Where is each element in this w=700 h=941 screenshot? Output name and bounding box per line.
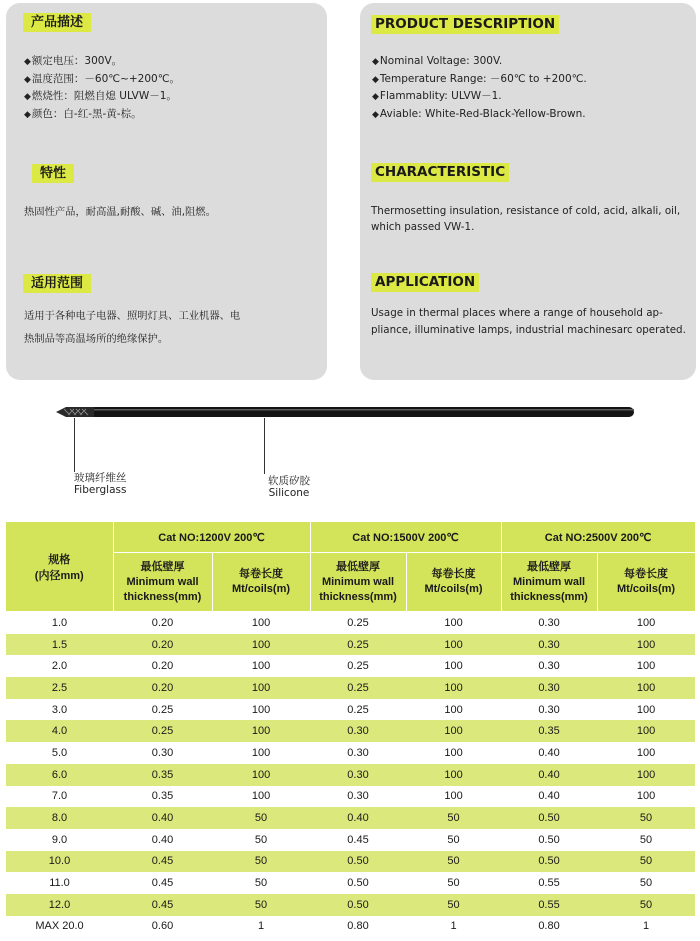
wall-thickness-header-2500v: 最低壁厚 Minimum wall thickness(mm)	[501, 553, 597, 612]
wall-1500v-cell: 0.30	[310, 764, 406, 786]
wall-1200v-cell: 0.30	[113, 742, 212, 764]
product-specs-list-en	[372, 53, 587, 123]
size-cell: MAX 20.0	[6, 916, 113, 938]
size-column-header	[6, 522, 113, 612]
coil-length-header-2500v: 每卷长度 Mt/coils(m)	[597, 553, 695, 612]
wall-1500v-cell: 0.30	[310, 742, 406, 764]
wall-2500v-cell: 0.80	[501, 916, 597, 938]
table-row	[6, 699, 695, 721]
product-specs-list-cn	[24, 53, 180, 123]
wall-2500v-cell: 0.40	[501, 742, 597, 764]
size-cell: 11.0	[6, 872, 113, 894]
group-header-2500v: Cat NO:2500V 200℃	[501, 522, 695, 553]
wall-1500v-cell: 0.45	[310, 829, 406, 851]
application-text-en	[371, 305, 686, 339]
coil-1500v-cell: 100	[406, 764, 501, 786]
coil-1500v-cell: 50	[406, 872, 501, 894]
coil-1500v-cell: 100	[406, 720, 501, 742]
table-row	[6, 807, 695, 829]
spec-colors-en: ◆ Aviable: White-Red-Black-Yellow-Brown.	[372, 106, 587, 124]
spec-flammability-cn: ◆ 燃烧性：阻燃自熄 ULVW－1。	[24, 88, 180, 106]
wall-1200v-cell: 0.45	[113, 872, 212, 894]
coil-1500v-cell: 100	[406, 634, 501, 656]
table-row	[6, 872, 695, 894]
product-description-heading-en: PRODUCT DESCRIPTION	[371, 15, 559, 34]
table-row	[6, 655, 695, 677]
coil-2500v-cell: 100	[597, 612, 695, 634]
application-text-cn	[24, 305, 240, 351]
table-row	[6, 786, 695, 808]
size-header-unit: (内径mm)	[34, 569, 84, 582]
coil-2500v-cell: 50	[597, 872, 695, 894]
spec-flammability-en: ◆ Flammablity: ULVW－1.	[372, 88, 587, 106]
coil-1500v-cell: 100	[406, 742, 501, 764]
coil-1500v-cell: 50	[406, 894, 501, 916]
coil-1200v-cell: 100	[212, 786, 310, 808]
coil-2500v-cell: 50	[597, 851, 695, 873]
wall-2500v-cell: 0.50	[501, 807, 597, 829]
chinese-description-panel	[6, 3, 327, 380]
table-row	[6, 634, 695, 656]
fiberglass-label-en: Fiberglass	[74, 484, 127, 496]
coil-1200v-cell: 100	[212, 677, 310, 699]
application-line-1-en: Usage in thermal places where a range of household ap-	[371, 307, 663, 319]
table-row	[6, 677, 695, 699]
wall-2500v-cell: 0.50	[501, 829, 597, 851]
coil-1500v-cell: 50	[406, 851, 501, 873]
table-row	[6, 916, 695, 938]
size-cell: 1.0	[6, 612, 113, 634]
table-row	[6, 764, 695, 786]
fiberglass-label-cn: 玻璃纤维丝	[74, 472, 127, 484]
group-header-1500v: Cat NO:1500V 200℃	[310, 522, 501, 553]
size-cell: 7.0	[6, 786, 113, 808]
wall-1500v-cell: 0.25	[310, 655, 406, 677]
wall-1500v-cell: 0.25	[310, 634, 406, 656]
size-cell: 10.0	[6, 851, 113, 873]
wall-1200v-cell: 0.45	[113, 894, 212, 916]
wall-1500v-cell: 0.80	[310, 916, 406, 938]
coil-2500v-cell: 100	[597, 786, 695, 808]
wall-1500v-cell: 0.40	[310, 807, 406, 829]
wall-1200v-cell: 0.45	[113, 851, 212, 873]
wall-1200v-cell: 0.25	[113, 699, 212, 721]
size-cell: 4.0	[6, 720, 113, 742]
wall-thickness-header-1500v: 最低壁厚 Minimum wall thickness(mm)	[310, 553, 406, 612]
wall-2500v-cell: 0.30	[501, 677, 597, 699]
size-header-cn: 规格	[48, 553, 71, 566]
spec-temperature-en: ◆ Temperature Range: －60℃ to +200℃.	[372, 71, 587, 89]
specification-table	[6, 522, 696, 937]
coil-1200v-cell: 100	[212, 612, 310, 634]
size-cell: 2.5	[6, 677, 113, 699]
coil-1500v-cell: 50	[406, 829, 501, 851]
table-row	[6, 829, 695, 851]
characteristic-line-1-en: Thermosetting insulation, resistance of cold, acid, alkali, oil,	[371, 205, 681, 217]
coil-1200v-cell: 50	[212, 829, 310, 851]
spec-temperature-cn: ◆ 温度范围：－60℃~+200℃。	[24, 71, 180, 89]
wall-1500v-cell: 0.30	[310, 720, 406, 742]
wall-2500v-cell: 0.40	[501, 764, 597, 786]
wall-2500v-cell: 0.50	[501, 851, 597, 873]
wall-1500v-cell: 0.50	[310, 894, 406, 916]
wall-2500v-cell: 0.30	[501, 612, 597, 634]
size-cell: 1.5	[6, 634, 113, 656]
coil-1200v-cell: 1	[212, 916, 310, 938]
coil-1200v-cell: 50	[212, 872, 310, 894]
coil-2500v-cell: 100	[597, 634, 695, 656]
coil-2500v-cell: 100	[597, 677, 695, 699]
silicone-label-cn: 软质矽胶	[268, 475, 310, 487]
spec-voltage-cn: ◆ 额定电压：300V。	[24, 53, 180, 71]
wall-1200v-cell: 0.20	[113, 655, 212, 677]
wall-1200v-cell: 0.20	[113, 634, 212, 656]
silicone-leader-line	[264, 418, 265, 474]
wall-1200v-cell: 0.40	[113, 829, 212, 851]
coil-1500v-cell: 100	[406, 677, 501, 699]
wall-2500v-cell: 0.30	[501, 699, 597, 721]
coil-length-header-1200v: 每卷长度 Mt/coils(m)	[212, 553, 310, 612]
wall-2500v-cell: 0.40	[501, 786, 597, 808]
fiberglass-braided-tip	[56, 407, 94, 417]
wall-2500v-cell: 0.35	[501, 720, 597, 742]
coil-2500v-cell: 100	[597, 764, 695, 786]
coil-1200v-cell: 100	[212, 699, 310, 721]
wall-1200v-cell: 0.60	[113, 916, 212, 938]
silicone-label-en: Silicone	[268, 487, 310, 499]
wall-2500v-cell: 0.55	[501, 894, 597, 916]
group-header-1200v: Cat NO:1200V 200℃	[113, 522, 310, 553]
coil-1200v-cell: 100	[212, 655, 310, 677]
coil-1200v-cell: 50	[212, 851, 310, 873]
coil-2500v-cell: 50	[597, 894, 695, 916]
wall-1500v-cell: 0.25	[310, 677, 406, 699]
product-description-heading-cn: 产品描述	[23, 13, 91, 32]
coil-length-header-1500v: 每卷长度 Mt/coils(m)	[406, 553, 501, 612]
english-description-panel	[360, 3, 696, 380]
wall-1500v-cell: 0.50	[310, 851, 406, 873]
wall-1500v-cell: 0.25	[310, 612, 406, 634]
fiberglass-leader-line	[74, 418, 75, 472]
coil-2500v-cell: 100	[597, 699, 695, 721]
coil-2500v-cell: 50	[597, 829, 695, 851]
characteristic-text-en	[371, 203, 680, 235]
specification-table-body	[6, 612, 695, 938]
characteristic-heading-en: CHARACTERISTIC	[371, 163, 509, 182]
wall-1200v-cell: 0.25	[113, 720, 212, 742]
spec-voltage-en: ◆ Nominal Voltage: 300V.	[372, 53, 587, 71]
application-line-2-en: pliance, illuminative lamps, industrial machinesarc operated.	[371, 324, 686, 336]
characteristic-line-2-en: which passed VW-1.	[371, 221, 475, 233]
size-cell: 5.0	[6, 742, 113, 764]
application-line-1-cn: 适用于各种电子电器、照明灯具、工业机器、电	[24, 310, 241, 322]
characteristic-text-cn: 热固性产品，耐高温,耐酸、碱、油,阻燃。	[24, 206, 216, 218]
coil-1200v-cell: 50	[212, 894, 310, 916]
coil-2500v-cell: 100	[597, 655, 695, 677]
wall-1200v-cell: 0.40	[113, 807, 212, 829]
coil-1200v-cell: 100	[212, 634, 310, 656]
coil-2500v-cell: 50	[597, 807, 695, 829]
wall-1500v-cell: 0.50	[310, 872, 406, 894]
coil-1500v-cell: 100	[406, 612, 501, 634]
wall-1200v-cell: 0.20	[113, 677, 212, 699]
sleeve-rod-illustration	[54, 405, 634, 419]
coil-1500v-cell: 100	[406, 655, 501, 677]
silicone-sleeve-body	[84, 407, 634, 417]
wall-1500v-cell: 0.25	[310, 699, 406, 721]
size-cell: 8.0	[6, 807, 113, 829]
size-cell: 9.0	[6, 829, 113, 851]
coil-2500v-cell: 100	[597, 742, 695, 764]
table-row	[6, 742, 695, 764]
size-cell: 3.0	[6, 699, 113, 721]
wall-2500v-cell: 0.30	[501, 655, 597, 677]
table-row	[6, 894, 695, 916]
wall-1500v-cell: 0.30	[310, 786, 406, 808]
coil-1500v-cell: 100	[406, 699, 501, 721]
coil-1200v-cell: 100	[212, 742, 310, 764]
application-line-2-cn: 热制品等高温场所的绝缘保护。	[24, 333, 169, 345]
wall-2500v-cell: 0.30	[501, 634, 597, 656]
coil-1200v-cell: 100	[212, 764, 310, 786]
coil-2500v-cell: 1	[597, 916, 695, 938]
wall-1200v-cell: 0.20	[113, 612, 212, 634]
coil-1500v-cell: 50	[406, 807, 501, 829]
coil-1500v-cell: 1	[406, 916, 501, 938]
table-row	[6, 851, 695, 873]
sleeve-highlight	[84, 409, 634, 411]
application-heading-cn: 适用范围	[23, 274, 91, 293]
characteristic-heading-cn: 特性	[32, 164, 74, 183]
coil-2500v-cell: 100	[597, 720, 695, 742]
wall-1200v-cell: 0.35	[113, 764, 212, 786]
size-cell: 2.0	[6, 655, 113, 677]
application-heading-en: APPLICATION	[371, 273, 479, 292]
size-cell: 6.0	[6, 764, 113, 786]
wall-2500v-cell: 0.55	[501, 872, 597, 894]
silicone-label	[268, 475, 310, 499]
wall-thickness-header-1200v: 最低壁厚 Minimum wall thickness(mm)	[113, 553, 212, 612]
table-row	[6, 720, 695, 742]
wall-1200v-cell: 0.35	[113, 786, 212, 808]
spec-colors-cn: ◆ 颜色：白-红-黑-黄-棕。	[24, 106, 180, 124]
coil-1200v-cell: 100	[212, 720, 310, 742]
coil-1200v-cell: 50	[212, 807, 310, 829]
fiberglass-label	[74, 472, 127, 496]
coil-1500v-cell: 100	[406, 786, 501, 808]
size-cell: 12.0	[6, 894, 113, 916]
table-row	[6, 612, 695, 634]
